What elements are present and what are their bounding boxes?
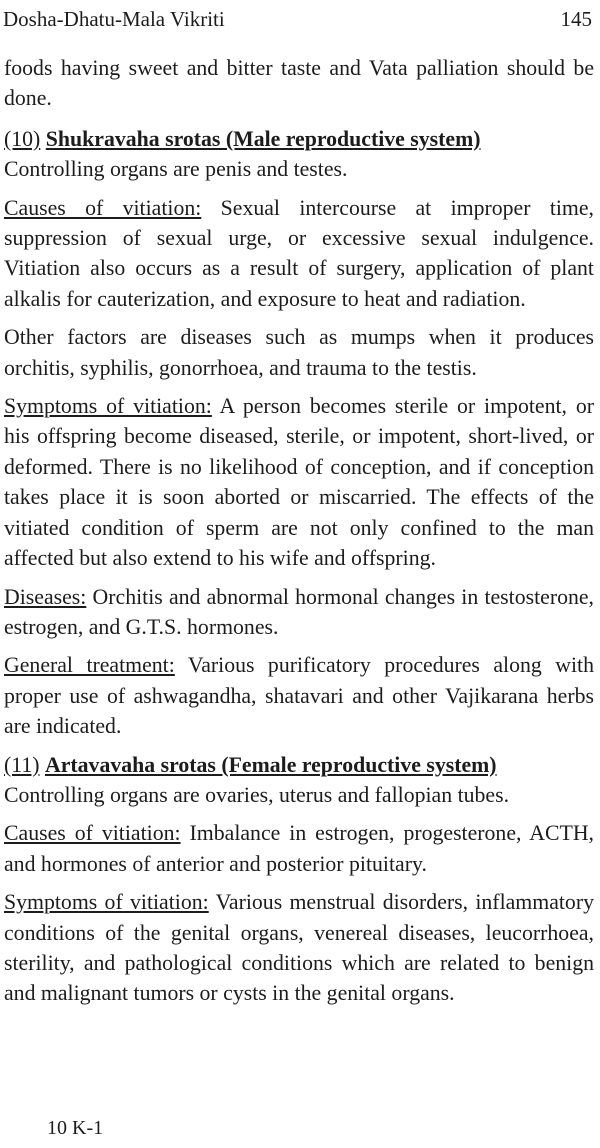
- section-10-controlling: Controlling organs are penis and testes.: [4, 157, 348, 182]
- section-10-diseases: [4, 582, 594, 643]
- section-10-causes: [4, 193, 594, 315]
- page-number: 145: [560, 7, 592, 31]
- causes-label: Causes of vitiation:: [4, 821, 181, 846]
- section-10-number: (10): [4, 126, 41, 151]
- section-10-other-factors: Other factors are diseases such as mumps when it produces orchitis, syphilis, gonorrhoea, and trauma to the testis.: [4, 325, 594, 380]
- section-10-title: Shukravaha srotas (Male reproductive system): [45, 126, 481, 151]
- treatment-text: Various purificatory procedures along with proper use of ashwagandha, shatavari and other Vajikarana herbs are indicated.: [4, 653, 595, 739]
- symptoms-label: Symptoms of vitiation:: [4, 890, 209, 915]
- section-10-treatment: [4, 650, 594, 741]
- treatment-label: General treatment:: [4, 653, 175, 678]
- symptoms-text: Various menstrual disorders, inflammatory conditions of the genital organs, venereal diseases, leucorrhoea, sterility, and pathological conditions which are related to benign and malignant tumors or cysts in the genital organs.: [4, 890, 594, 1006]
- intro-paragraph: foods having sweet and bitter taste and Vata palliation should be done.: [4, 56, 594, 111]
- body-text: [4, 53, 594, 1009]
- running-head-title: Dosha-Dhatu-Mala Vikriti: [3, 7, 225, 31]
- section-11-causes: [4, 818, 594, 879]
- section-10-symptoms: [4, 391, 594, 573]
- causes-label: Causes of vitiation:: [4, 195, 202, 220]
- section-11-controlling: Controlling organs are ovaries, uterus and fallopian tubes.: [4, 782, 510, 807]
- diseases-label: Diseases:: [4, 584, 87, 609]
- causes-text: Imbalance in estrogen, progesterone, ACTH, and hormones of anterior and posterior pituitary.: [4, 821, 595, 876]
- signature-mark: 10 K-1: [47, 1117, 104, 1139]
- causes-text: Sexual intercourse at improper time, suppression of sexual urge, or excessive sexual indulgence. Vitiation also occurs as a result of surgery, application of plant alkalis for cauterization, and exposure to heat and radiation.: [4, 195, 595, 311]
- section-11-title: Artavavaha srotas (Female reproductive system): [44, 752, 497, 777]
- diseases-text: Orchitis and abnormal hormonal changes in testosterone, estrogen, and G.T.S. hormones.: [4, 584, 594, 639]
- section-11-symptoms: [4, 887, 594, 1009]
- symptoms-text: A person becomes sterile or impotent, or his offspring become diseased, sterile, or impotent, short-lived, or deformed. There is no likelihood of conception, and if conception takes place it is soon aborted or miscarried. The effects of the vitiated condition of sperm are not only confined to the man affected but also extend to his wife and offspring.: [4, 394, 594, 571]
- section-10-heading: [4, 124, 594, 154]
- symptoms-label: Symptoms of vitiation:: [4, 394, 212, 419]
- section-11-number: (11): [4, 752, 40, 777]
- section-11-heading: [4, 750, 594, 780]
- running-head: [3, 4, 592, 34]
